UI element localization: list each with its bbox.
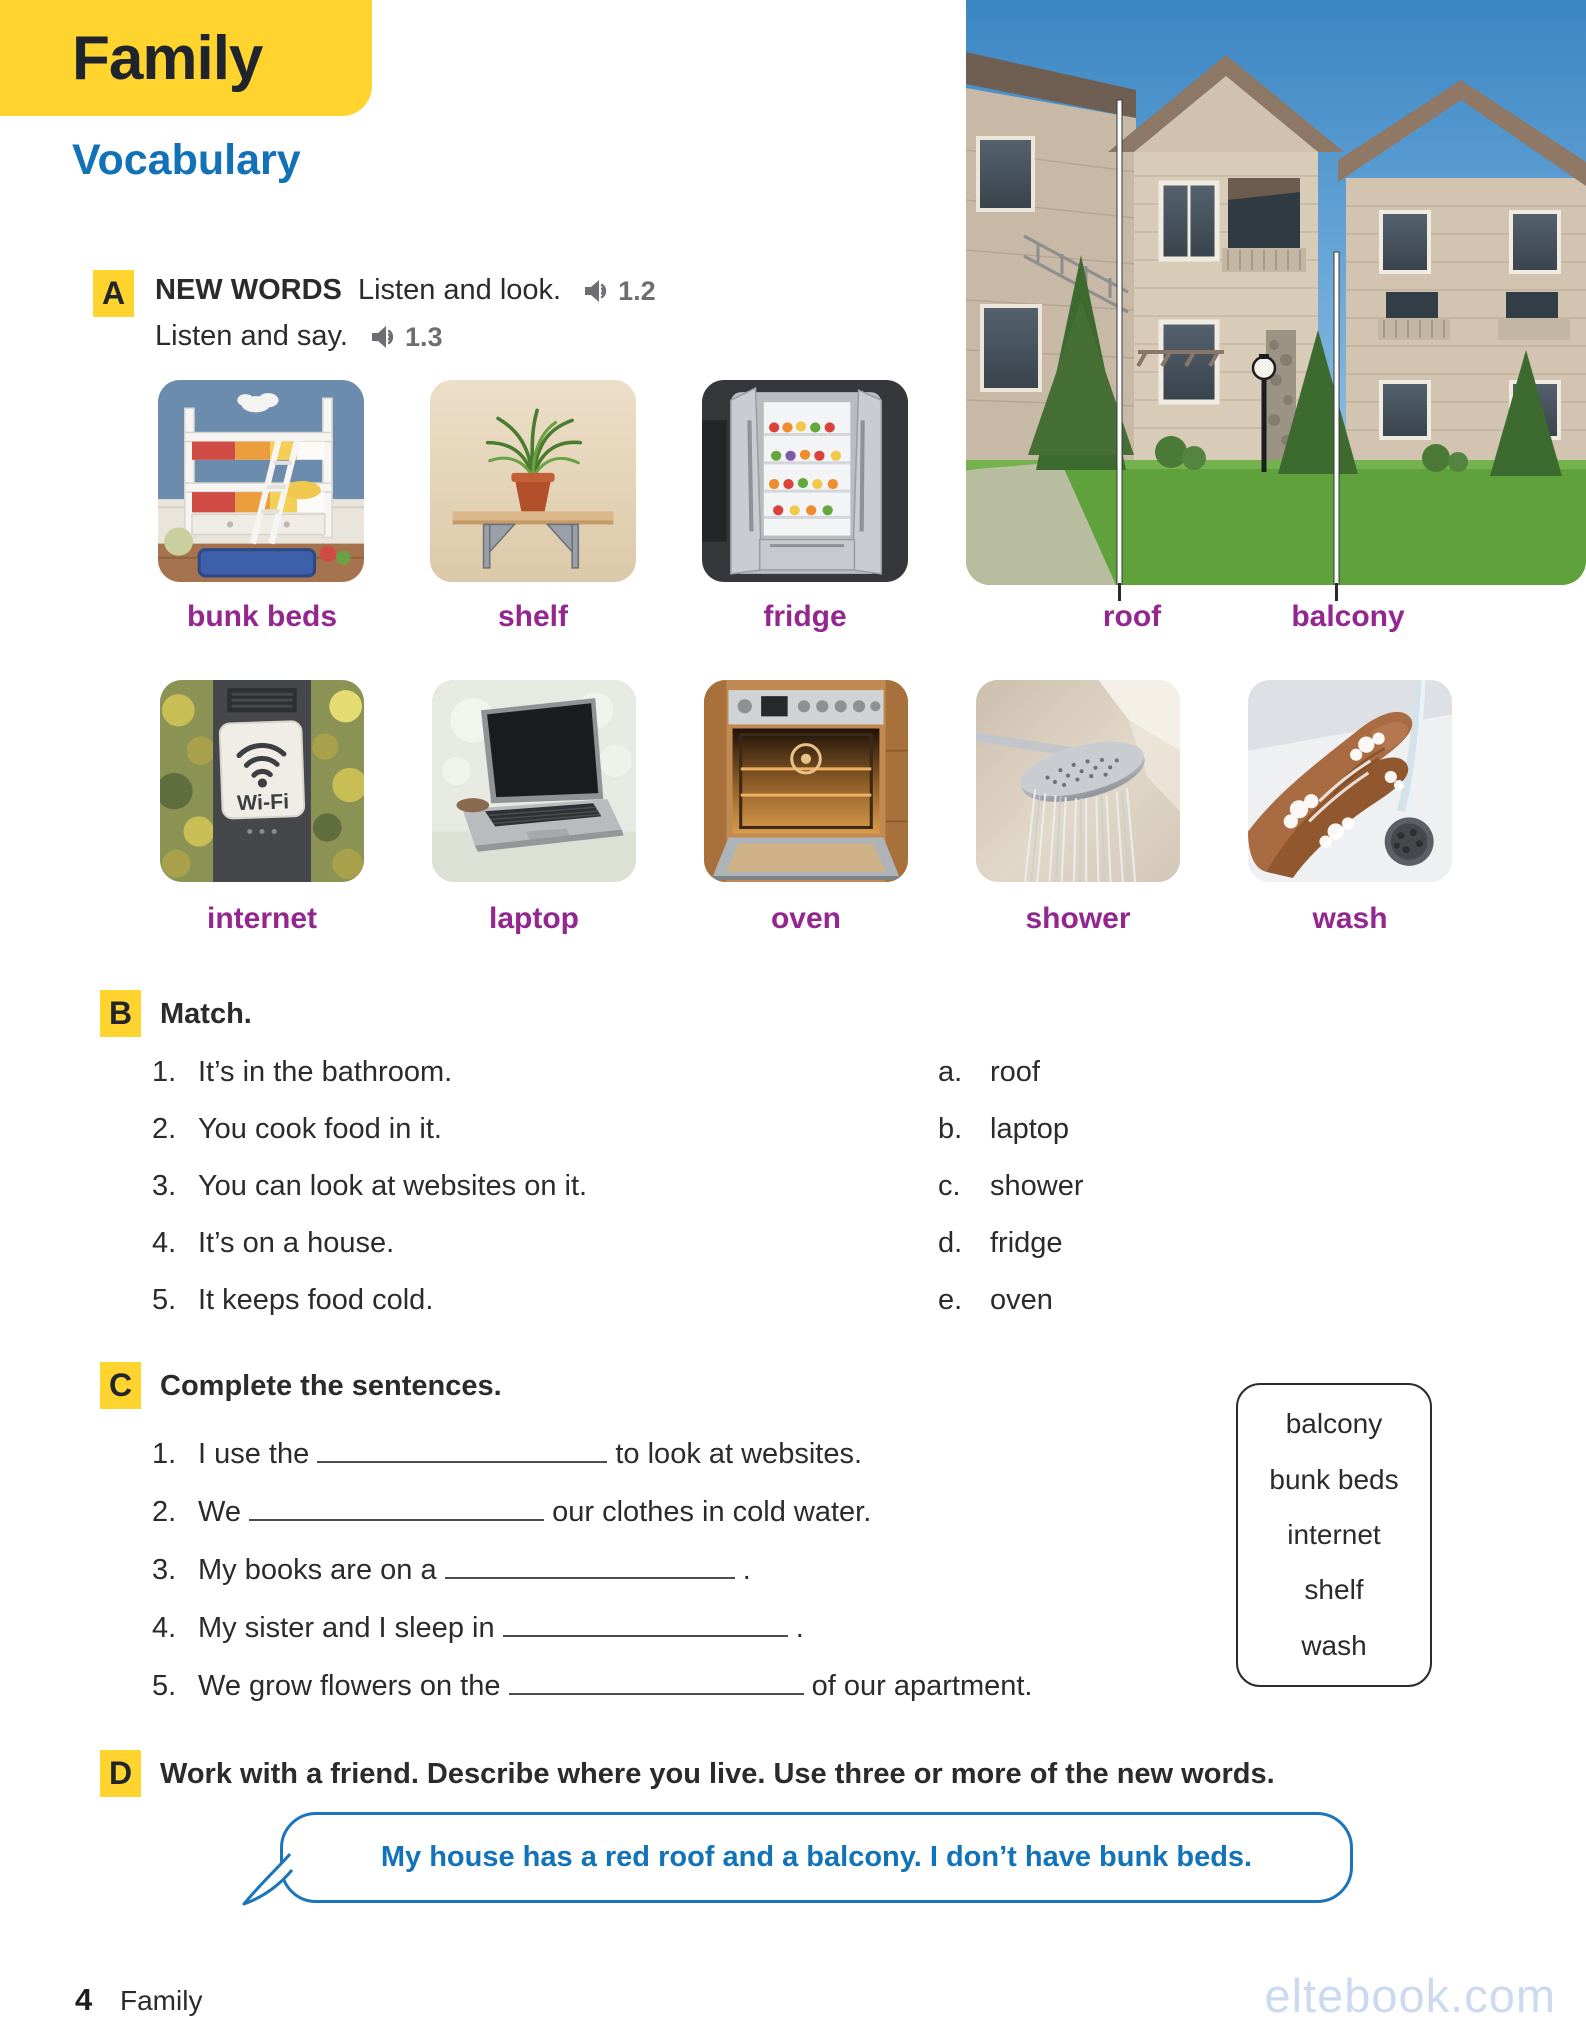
option-word: laptop — [990, 1113, 1070, 1145]
fill-in-blank[interactable] — [445, 1555, 735, 1579]
match-item — [152, 1056, 452, 1089]
photo-internet — [160, 680, 364, 882]
match-option — [938, 1113, 1069, 1146]
option-letter: e. — [938, 1284, 963, 1316]
word-box-item: balcony — [1285, 1408, 1383, 1440]
fridge-illustration — [702, 380, 908, 582]
photo-shower — [976, 680, 1180, 882]
option-letter: b. — [938, 1113, 963, 1145]
option-word: shower — [990, 1170, 1084, 1202]
caption-balcony: balcony — [1291, 600, 1405, 633]
photo-bunk-beds — [158, 380, 364, 582]
item-text: It keeps food cold. — [198, 1284, 434, 1316]
item-text: It’s in the bathroom. — [198, 1056, 453, 1088]
caption-wash: wash — [1312, 902, 1388, 935]
word-box-item: internet — [1287, 1518, 1381, 1550]
laptop-illustration — [432, 680, 636, 882]
sentence-post: of our apartment. — [811, 1670, 1033, 1702]
item-number: 3. — [152, 1554, 177, 1586]
option-word: oven — [990, 1284, 1053, 1316]
photo-wash — [1248, 680, 1452, 882]
speech-bubble — [280, 1812, 1353, 1903]
caption-shelf: shelf — [497, 600, 569, 633]
section-a-line2 — [155, 320, 443, 353]
item-number: 5. — [152, 1670, 177, 1702]
match-item — [152, 1284, 433, 1317]
caption-fridge: fridge — [763, 600, 847, 633]
oven-illustration — [704, 680, 908, 882]
sentence-item — [152, 1554, 751, 1587]
speaker-icon — [370, 324, 398, 350]
sentence-item — [152, 1496, 871, 1529]
option-word: fridge — [990, 1227, 1063, 1259]
caption-bunk-beds: bunk beds — [186, 600, 338, 633]
word-box-item: shelf — [1304, 1574, 1364, 1606]
match-option — [938, 1170, 1084, 1203]
audio-chip-1 — [583, 276, 656, 307]
photo-oven — [704, 680, 908, 882]
sentence-pre: We grow flowers on the — [198, 1670, 501, 1702]
option-word: roof — [990, 1056, 1040, 1088]
fill-in-blank[interactable] — [509, 1671, 804, 1695]
sentence-pre: I use the — [198, 1438, 310, 1470]
apartment-building-illustration — [966, 0, 1586, 585]
caption-roof: roof — [1102, 600, 1162, 633]
fill-in-blank[interactable] — [249, 1497, 544, 1521]
item-number: 1. — [152, 1056, 177, 1088]
item-number: 1. — [152, 1438, 177, 1470]
item-number: 2. — [152, 1113, 177, 1145]
match-option — [938, 1227, 1063, 1260]
section-a-badge: A — [93, 270, 134, 317]
unit-title-box — [0, 0, 372, 116]
shower-illustration — [976, 680, 1180, 882]
wifi-sign-text: Wi-Fi — [236, 789, 290, 816]
option-letter: d. — [938, 1227, 963, 1259]
match-item — [152, 1113, 442, 1146]
option-letter: c. — [938, 1170, 961, 1202]
photo-shelf — [430, 380, 636, 582]
photo-apartment-building — [966, 0, 1586, 585]
item-text: It’s on a house. — [198, 1227, 395, 1259]
section-c-badge: C — [100, 1362, 141, 1409]
watermark: eltebook.com — [1264, 1969, 1556, 2022]
audio-track-2: 1.3 — [404, 321, 443, 352]
item-text: You can look at websites on it. — [198, 1170, 588, 1202]
caption-internet: internet — [206, 902, 318, 935]
sentence-item — [152, 1612, 804, 1645]
fill-in-blank[interactable] — [503, 1613, 788, 1637]
roof-pointer-line — [1118, 583, 1121, 601]
match-option — [938, 1056, 1040, 1089]
section-b-title: Match. — [160, 998, 252, 1030]
page-number: 4 — [75, 1982, 93, 2017]
caption-oven: oven — [770, 902, 842, 935]
item-number: 2. — [152, 1496, 177, 1528]
audio-track-1: 1.2 — [618, 275, 656, 306]
speech-bubble-text: My house has a red roof and a balcony. I don’t have bunk beds. — [380, 1841, 1253, 1873]
speaker-icon — [583, 278, 611, 304]
match-option — [938, 1284, 1053, 1317]
section-a-line1 — [155, 274, 656, 307]
sentence-post: to look at websites. — [615, 1438, 863, 1470]
audio-chip-2 — [370, 322, 443, 353]
section-d-badge: D — [100, 1750, 141, 1797]
balcony-pointer-line — [1335, 583, 1338, 601]
word-box-item: bunk beds — [1269, 1463, 1399, 1495]
caption-laptop: laptop — [489, 902, 579, 935]
item-number: 3. — [152, 1170, 177, 1202]
fill-in-blank[interactable] — [317, 1439, 607, 1463]
instruction-listen-say: Listen and say. — [155, 320, 348, 352]
option-letter: a. — [938, 1056, 963, 1088]
sentence-post: our clothes in cold water. — [552, 1496, 872, 1528]
section-b-badge: B — [100, 990, 141, 1037]
instruction-listen-look: Listen and look. — [357, 274, 562, 306]
speech-bubble-tail — [242, 1848, 294, 1910]
wifi-sign-illustration — [160, 680, 364, 882]
word-box — [1236, 1383, 1432, 1687]
item-number: 4. — [152, 1612, 177, 1644]
sentence-item — [152, 1670, 1032, 1703]
page-title: Vocabulary — [72, 136, 301, 184]
section-c-title: Complete the sentences. — [160, 1370, 502, 1402]
photo-laptop — [432, 680, 636, 882]
sentence-item — [152, 1438, 862, 1471]
match-item — [152, 1170, 587, 1203]
sentence-post: . — [795, 1612, 804, 1644]
sentence-pre: We — [198, 1496, 241, 1528]
new-words-label: NEW WORDS — [155, 274, 342, 306]
item-number: 5. — [152, 1284, 177, 1316]
washing-hands-illustration — [1248, 680, 1452, 882]
word-box-item: wash — [1301, 1629, 1367, 1661]
item-text: You cook food in it. — [198, 1113, 442, 1145]
item-number: 4. — [152, 1227, 177, 1259]
match-item — [152, 1227, 394, 1260]
unit-title: Family — [72, 23, 263, 93]
caption-shower: shower — [1025, 902, 1131, 935]
sentence-pre: My books are on a — [198, 1554, 437, 1586]
shelf-illustration — [430, 380, 636, 582]
footer-unit-label: Family — [120, 1985, 203, 2016]
section-d-title: Work with a friend. Describe where you live. Use three or more of the new words. — [160, 1758, 1275, 1790]
photo-fridge — [702, 380, 908, 582]
sentence-post: . — [742, 1554, 751, 1586]
sentence-pre: My sister and I sleep in — [198, 1612, 495, 1644]
bunk-beds-illustration — [158, 380, 364, 582]
